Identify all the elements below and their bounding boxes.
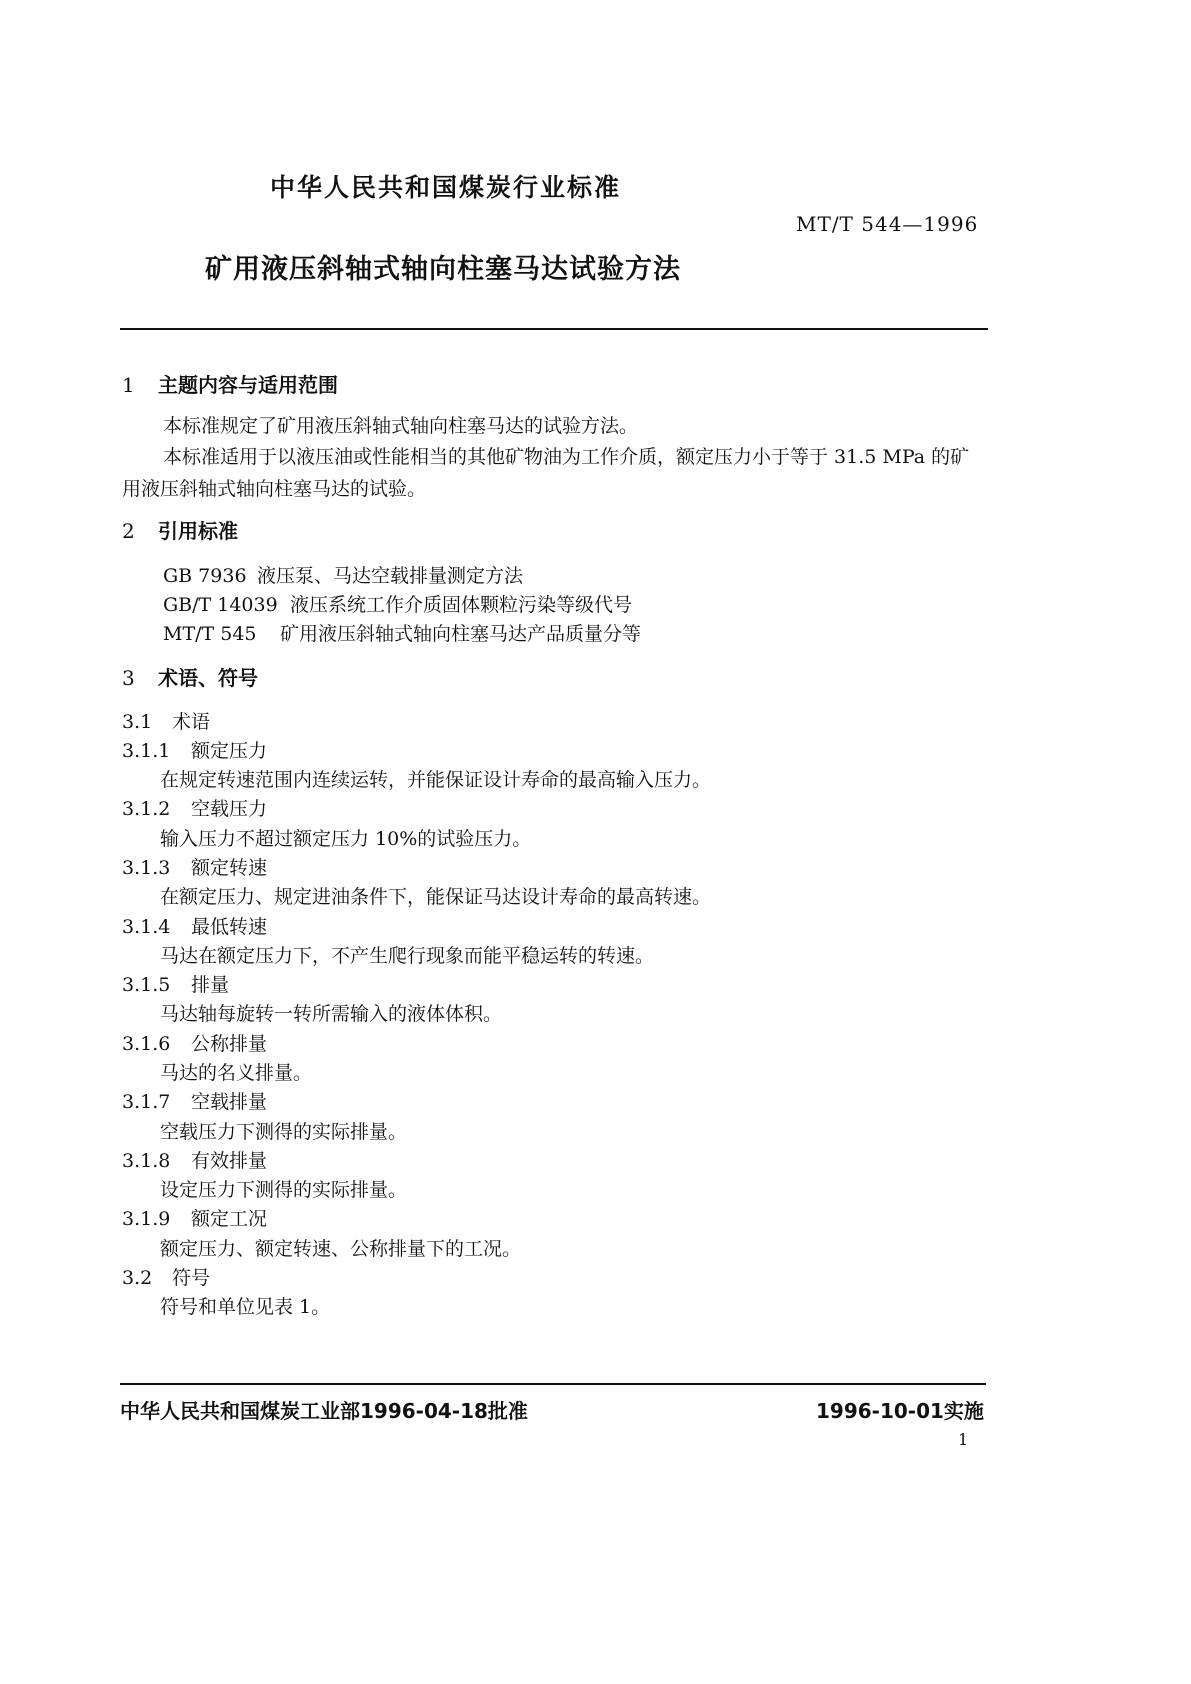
term-name: 有效排量 — [191, 1150, 268, 1172]
page-number: 1 — [958, 1430, 969, 1449]
term-definition: 输入压力不超过额定压力 10%的试验压力。 — [160, 828, 532, 850]
subsection-3-2-number: 3.2 — [122, 1267, 153, 1289]
term-number: 3.1.4 — [122, 916, 171, 938]
ref-name: 液压系统工作介质固体颗粒污染等级代号 — [290, 594, 633, 616]
term-number: 3.1.3 — [122, 857, 171, 879]
section-1-title: 主题内容与适用范围 — [158, 373, 338, 397]
subsection-3-1-number: 3.1 — [122, 711, 153, 733]
section-2-title: 引用标准 — [158, 519, 238, 543]
term-definition: 设定压力下测得的实际排量。 — [160, 1179, 408, 1201]
term-definition: 空载压力下测得的实际排量。 — [160, 1121, 408, 1143]
term-number: 3.1.9 — [122, 1208, 171, 1230]
ref-name: 矿用液压斜轴式轴向柱塞马达产品质量分等 — [280, 623, 642, 645]
effective-date: 1996-10-01实施 — [816, 1399, 984, 1423]
section-3-number: 3 — [122, 666, 135, 690]
term-number: 3.1.8 — [122, 1150, 171, 1172]
term-name: 额定压力 — [191, 740, 268, 762]
section-1-number: 1 — [122, 373, 135, 397]
approval-line: 中华人民共和国煤炭工业部1996-04-18批准 — [120, 1399, 528, 1423]
term-name: 额定工况 — [191, 1208, 268, 1230]
term-definition: 在额定压力、规定进油条件下，能保证马达设计寿命的最高转速。 — [160, 886, 712, 908]
term-name: 额定转速 — [191, 857, 268, 879]
section-1-para-2-cont: 用液压斜轴式轴向柱塞马达的试验。 — [122, 478, 427, 500]
term-definition: 马达的名义排量。 — [160, 1062, 313, 1084]
ref-code: GB/T 14039 — [163, 594, 278, 616]
term-name: 空载排量 — [191, 1091, 268, 1113]
term-name: 空载压力 — [191, 798, 268, 820]
term-definition: 马达在额定压力下，不产生爬行现象而能平稳运转的转速。 — [160, 945, 655, 967]
document-title: 矿用液压斜轴式轴向柱塞马达试验方法 — [205, 254, 681, 285]
ref-code: GB 7936 — [163, 565, 247, 587]
term-definition: 额定压力、额定转速、公称排量下的工况。 — [160, 1238, 522, 1260]
term-name: 公称排量 — [191, 1033, 268, 1055]
ref-name: 液压泵、马达空载排量测定方法 — [257, 565, 524, 587]
term-definition: 马达轴每旋转一转所需输入的液体体积。 — [160, 1003, 503, 1025]
industry-standard-heading: 中华人民共和国煤炭行业标准 — [270, 173, 622, 202]
footer-rule — [120, 1383, 986, 1385]
subsection-3-2-title: 符号 — [172, 1267, 211, 1289]
standard-code: MT/T 544—1996 — [796, 212, 979, 236]
term-number: 3.1.5 — [122, 974, 171, 996]
term-name: 最低转速 — [191, 916, 268, 938]
ref-code: MT/T 545 — [163, 623, 257, 645]
term-number: 3.1.7 — [122, 1091, 171, 1113]
term-number: 3.1.2 — [122, 798, 171, 820]
section-3-title: 术语、符号 — [158, 666, 258, 690]
term-definition: 在规定转速范围内连续运转，并能保证设计寿命的最高输入压力。 — [160, 769, 712, 791]
term-name: 排量 — [191, 974, 230, 996]
term-number: 3.1.1 — [122, 740, 171, 762]
term-number: 3.1.6 — [122, 1033, 171, 1055]
subsection-3-2-text: 符号和单位见表 1。 — [160, 1296, 331, 1318]
section-1-para-1: 本标准规定了矿用液压斜轴式轴向柱塞马达的试验方法。 — [163, 415, 639, 437]
header-rule — [120, 328, 988, 330]
section-2-number: 2 — [122, 519, 135, 543]
subsection-3-1-title: 术语 — [172, 711, 211, 733]
section-1-para-2: 本标准适用于以液压油或性能相当的其他矿物油为工作介质，额定压力小于等于 31.5 MPa 的矿 — [163, 446, 970, 468]
